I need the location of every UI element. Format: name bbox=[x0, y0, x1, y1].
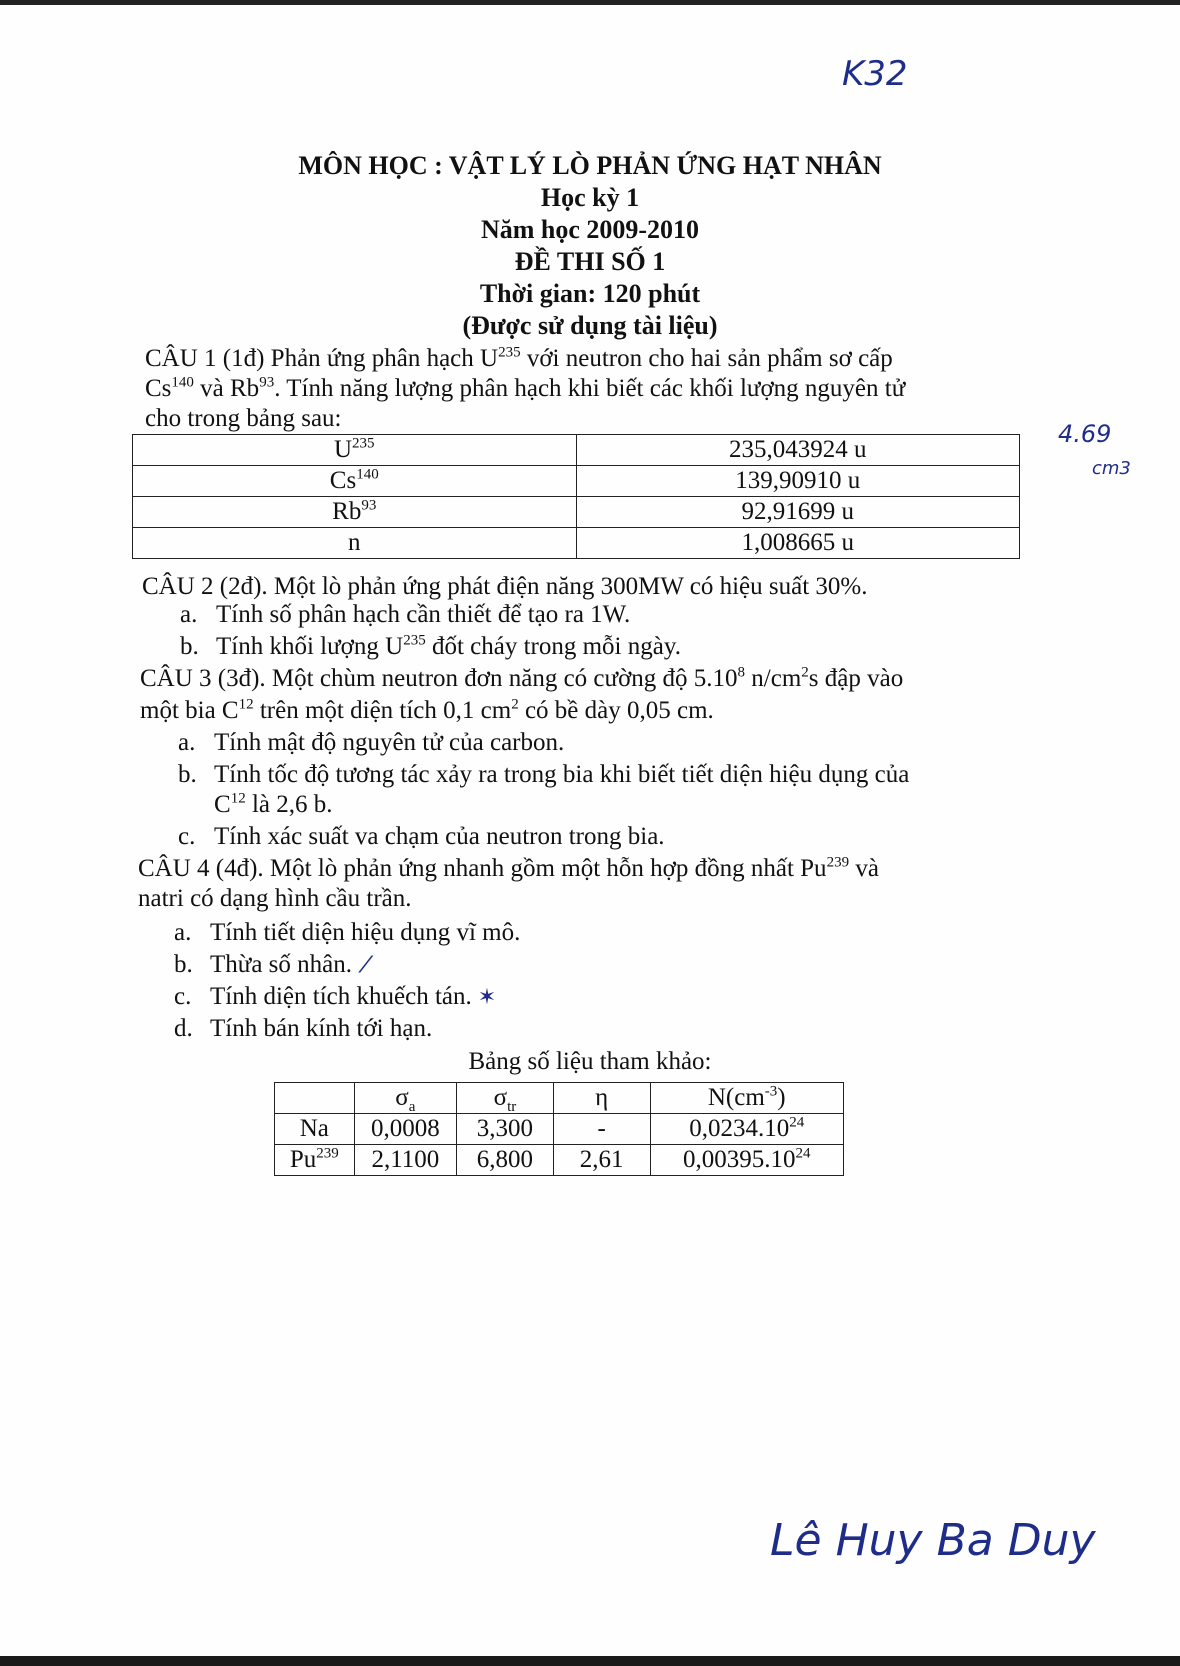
q1-mass-table bbox=[132, 434, 1020, 559]
sigma-tr-cell: 6,800 bbox=[457, 1145, 554, 1176]
materials-note: (Được sử dụng tài liệu) bbox=[462, 311, 718, 340]
q4-item-b: b. Thừa số nhân. ⁄ bbox=[174, 951, 368, 978]
semester: Học kỳ 1 bbox=[540, 183, 640, 212]
element-cell: $U^{235}$ bbox=[133, 435, 577, 466]
q1-line-1: CÂU 1 (1đ) Phản ứng phân hạch $U^{235}$ với neutron cho hai sản phẩm sơ cấp bbox=[145, 344, 893, 372]
element-cell: Rb$^{93}$ bbox=[133, 497, 577, 528]
q3-item-c: c. Tính xác suất va chạm của neutron trong bia. bbox=[178, 823, 665, 850]
eta-cell: 2,61 bbox=[553, 1145, 650, 1176]
duration: Thời gian: 120 phút bbox=[479, 279, 701, 308]
header-density: $N(cm^{-3})$ bbox=[650, 1083, 844, 1114]
table-row bbox=[133, 466, 1020, 497]
q4-item-c: c. Tính diện tích khuếch tán. ✶ bbox=[174, 983, 497, 1010]
scan-bottom-edge bbox=[0, 1656, 1180, 1666]
q4-table-caption: Bảng số liệu tham khảo: bbox=[468, 1048, 712, 1075]
eta-cell: - bbox=[553, 1114, 650, 1145]
sigma-a-cell: 0,0008 bbox=[354, 1114, 456, 1145]
handwritten-check-mark: ⁄ bbox=[364, 953, 368, 978]
element-cell: Na bbox=[275, 1114, 355, 1145]
q3-item-b-continued: $C^{12}$ là 2,6 b. bbox=[214, 790, 333, 818]
handwritten-signature: Lê Huy Ba Duy bbox=[770, 1515, 1096, 1566]
q3-line-2: một bia $C^{12}$ trên một diện tích 0,1 $cm^2$ có bề dày 0,05 cm. bbox=[140, 696, 714, 724]
header-sigma-tr: $\sigma_{tr}$ bbox=[457, 1083, 554, 1114]
mass-cell: 1,008665 u bbox=[576, 528, 1020, 559]
q1-line-3: cho trong bảng sau: bbox=[145, 405, 342, 432]
q4-item-a: a. Tính tiết diện hiệu dụng vĩ mô. bbox=[174, 919, 521, 946]
mass-cell: 92,91699 u bbox=[576, 497, 1020, 528]
sigma-tr-cell: 3,300 bbox=[457, 1114, 554, 1145]
sigma-a-cell: 2,1100 bbox=[354, 1145, 456, 1176]
q1-line-2: Cs$^{140}$ và Rb$^{93}$. Tính năng lượng phân hạch khi biết các khối lượng nguyên tử bbox=[145, 374, 906, 402]
scan-top-edge bbox=[0, 0, 1180, 5]
table-row bbox=[275, 1145, 844, 1176]
subject-title: MÔN HỌC : VẬT LÝ LÒ PHẢN ỨNG HẠT NHÂN bbox=[298, 151, 882, 180]
q4-line-2: natri có dạng hình cầu trần. bbox=[138, 885, 412, 912]
school-year: Năm học 2009-2010 bbox=[480, 215, 700, 244]
table-row bbox=[133, 435, 1020, 466]
table-row bbox=[133, 528, 1020, 559]
density-cell: 0,0234.10$^{24}$ bbox=[650, 1114, 844, 1145]
q3-line-1: CÂU 3 (3đ). Một chùm neutron đơn năng có cường độ 5.10$^8$ $n/cm^2s$ đập vào bbox=[140, 664, 904, 692]
mass-cell: 139,90910 u bbox=[576, 466, 1020, 497]
exam-number: ĐỀ THI SỐ 1 bbox=[514, 247, 666, 276]
q2-item-a: a. Tính số phân hạch cần thiết để tạo ra 1W. bbox=[180, 601, 631, 628]
element-cell: n bbox=[133, 528, 577, 559]
mass-cell: 235,043924 u bbox=[576, 435, 1020, 466]
q4-reference-table bbox=[274, 1082, 844, 1176]
element-cell: Cs$^{140}$ bbox=[133, 466, 577, 497]
table-header-row bbox=[275, 1083, 844, 1114]
q4-item-d: d. Tính bán kính tới hạn. bbox=[174, 1015, 433, 1042]
q4-line-1: CÂU 4 (4đ). Một lò phản ứng nhanh gồm một hỗn hợp đồng nhất Pu$^{239}$ và bbox=[138, 854, 879, 882]
handwritten-margin-value: 4.69 bbox=[1058, 420, 1112, 448]
q2-item-b: b. Tính khối lượng $U^{235}$ đốt cháy trong mỗi ngày. bbox=[180, 632, 681, 660]
element-cell: Pu$^{239}$ bbox=[275, 1145, 355, 1176]
q2-title: CÂU 2 (2đ). Một lò phản ứng phát điện năng 300MW có hiệu suất 30%. bbox=[142, 573, 868, 600]
header-eta: η bbox=[553, 1083, 650, 1114]
table-row bbox=[133, 497, 1020, 528]
header-sigma-a: $\sigma_a$ bbox=[354, 1083, 456, 1114]
header-empty-cell bbox=[275, 1083, 355, 1114]
handwritten-margin-unit: cm3 bbox=[1092, 458, 1131, 479]
table-row bbox=[275, 1114, 844, 1145]
handwritten-star-mark: ✶ bbox=[477, 985, 497, 1010]
handwritten-code: K32 bbox=[842, 54, 908, 94]
q3-item-b: b. Tính tốc độ tương tác xảy ra trong bia khi biết tiết diện hiệu dụng của bbox=[178, 761, 910, 788]
q3-item-a: a. Tính mật độ nguyên tử của carbon. bbox=[178, 729, 565, 756]
density-cell: 0,00395.10$^{24}$ bbox=[650, 1145, 844, 1176]
